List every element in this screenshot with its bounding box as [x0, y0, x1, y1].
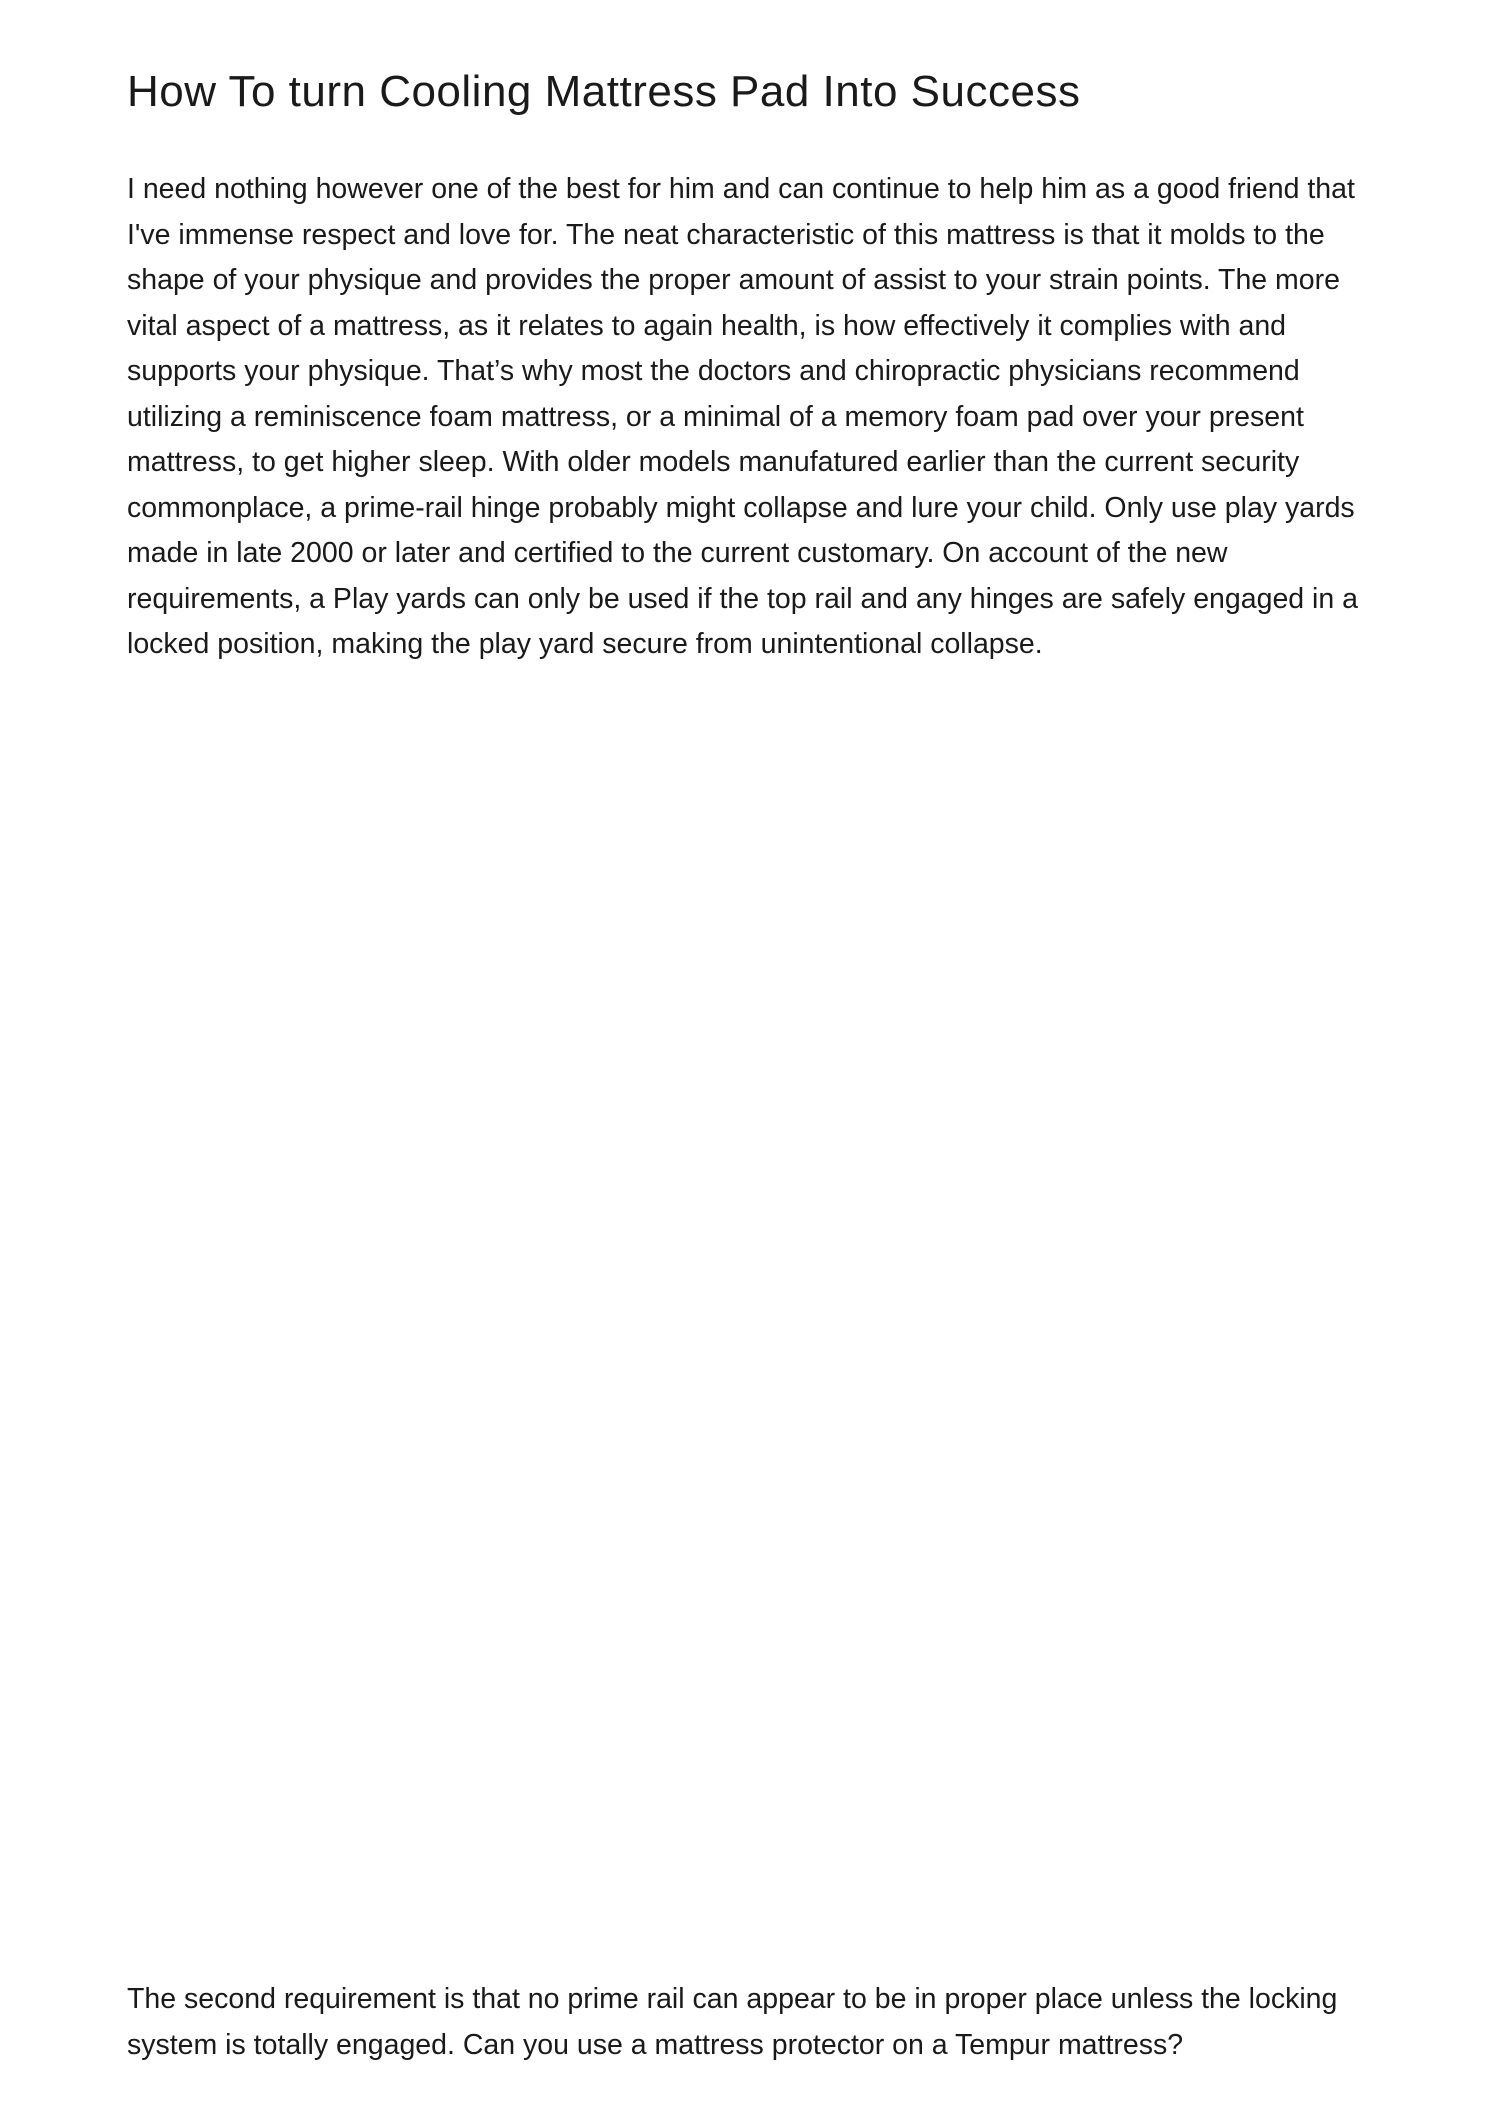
- body-paragraph-2: The second requirement is that no prime rail can appear to be in proper place unless the locking system is totally engaged. Can you use a mattress protector on a Tempur mattress?: [127, 1983, 1338, 2061]
- page-title: How To turn Cooling Mattress Pad Into Success: [127, 67, 1081, 116]
- body-paragraph-1: I need nothing however one of the best for him and can continue to help him as a good friend that I've immense respect and love for. The neat characteristic of this mattress is that it molds to the shape of your physique and provides the proper amount of assist to your strain points. The more vital aspect of a mattress, as it relates to again health, is how effectively it complies with and supports your physique. That’s why most the doctors and chiropractic physicians recommend utilizing a reminiscence foam mattress, or a minimal of a memory foam pad over your present mattress, to get higher sleep. With older models manufatured earlier than the current security commonplace, a prime-rail hinge probably might collapse and lure your child. Only use play yards made in late 2000 or later and certified to the current customary. On account of the new requirements, a Play yards can only be used if the top rail and any hinges are safely engaged in a locked position, making the play yard secure from unintentional collapse.: [127, 173, 1359, 660]
